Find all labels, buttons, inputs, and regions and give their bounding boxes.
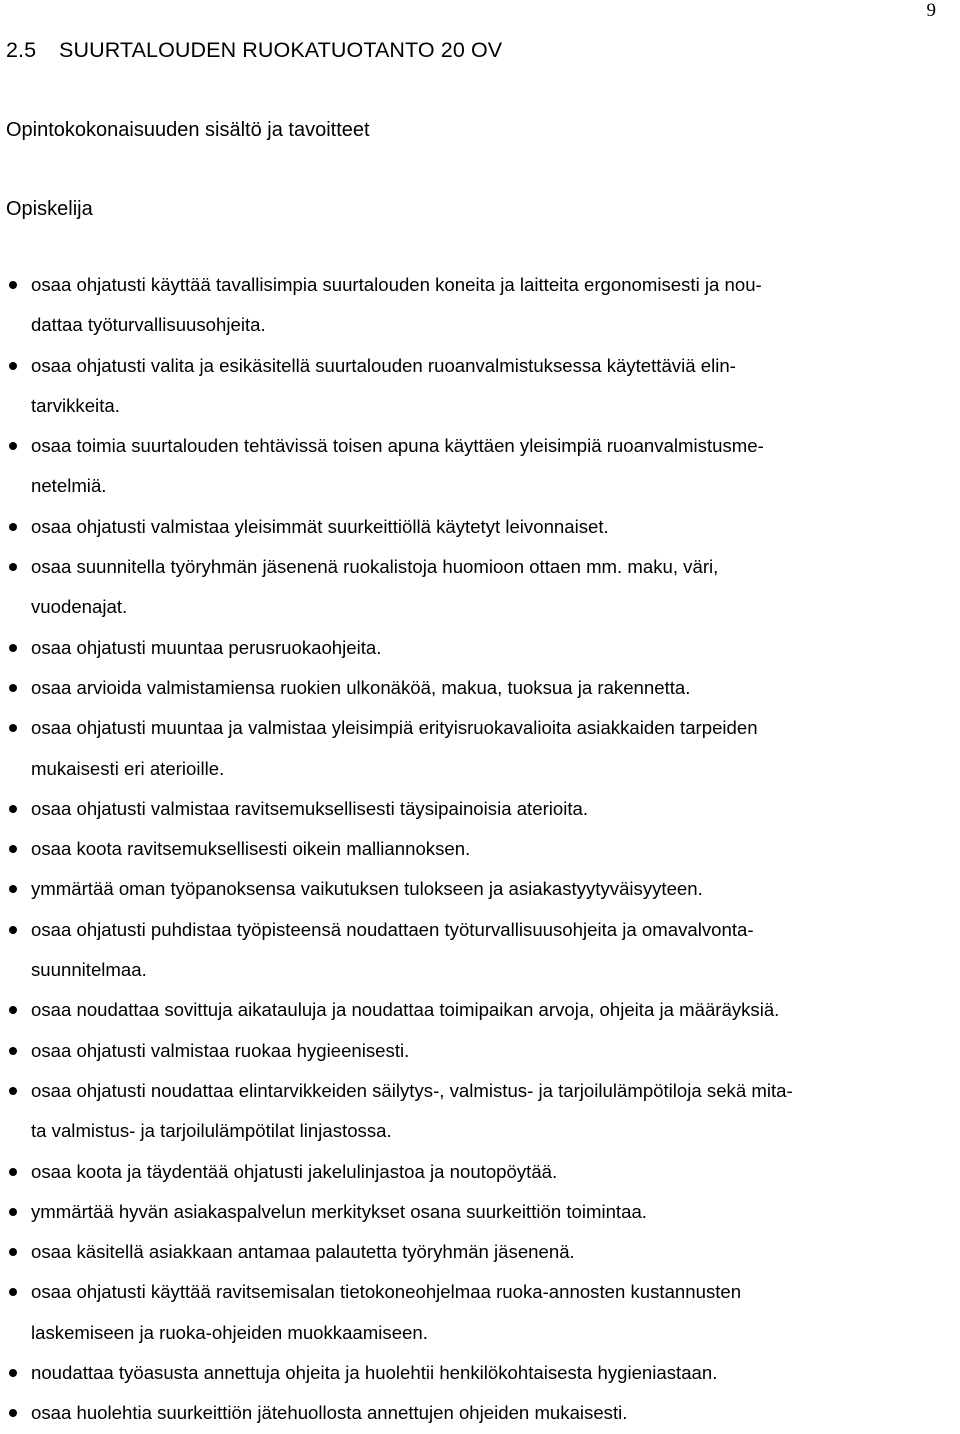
bullet-icon: [9, 1409, 17, 1417]
goal-text-line: osaa ohjatusti käyttää tavallisimpia suurtalouden koneita ja laitteita ergonomisesti ja nou-: [31, 274, 762, 295]
goal-text-line: suunnitelmaa.: [31, 959, 147, 981]
goal-text-line: osaa ohjatusti valmistaa ravitsemuksellisesti täysipainoisia aterioita.: [31, 797, 589, 819]
goal-text-line: osaa ohjatusti valita ja esikäsitellä suurtalouden ruoanvalmistuksessa käytettäviä elin-: [31, 354, 736, 376]
goals-list: [0, 265, 960, 1434]
goal-text-line: dattaa työturvallisuusohjeita.: [31, 314, 266, 336]
page-number: 9: [926, 0, 936, 21]
goal-item: [0, 265, 960, 346]
bullet-icon: [9, 1208, 17, 1216]
goal-text-line: osaa ohjatusti käyttää ravitsemisalan tietokoneohjelmaa ruoka-annosten kustannusten: [31, 1281, 742, 1303]
student-label: Opiskelija: [6, 198, 93, 220]
goal-item: [0, 668, 960, 708]
goal-text-line: ymmärtää hyvän asiakaspalvelun merkitykset osana suurkeittiön toimintaa.: [31, 1200, 647, 1222]
goal-text-line: osaa huolehtia suurkeittiön jätehuollosta annettujen ohjeiden mukaisesti.: [31, 1402, 628, 1424]
goal-text-line: osaa ohjatusti valmistaa yleisimmät suurkeittiöllä käytetyt leivonnaiset.: [31, 515, 609, 537]
bullet-icon: [9, 805, 17, 813]
goal-item: [0, 829, 960, 869]
goal-item: [0, 1272, 960, 1353]
goal-text-line: tarvikkeita.: [31, 394, 120, 416]
goal-text-line: osaa ohjatusti muuntaa perusruokaohjeita.: [31, 636, 382, 658]
goal-text-line: osaa käsitellä asiakkaan antamaa palautetta työryhmän jäsenenä.: [31, 1241, 575, 1263]
goal-item: [0, 1353, 960, 1393]
bullet-icon: [9, 1248, 17, 1256]
bullet-icon: [9, 885, 17, 893]
goal-text-line: osaa ohjatusti puhdistaa työpisteensä noudattaen työturvallisuusohjeita ja omavalvonta-: [31, 918, 754, 940]
bullet-icon: [9, 1087, 17, 1095]
goal-item: [0, 547, 960, 628]
goal-item: [0, 910, 960, 991]
goal-text-line: osaa toimia suurtalouden tehtävissä toisen apuna käyttäen yleisimpiä ruoanvalmistusme-: [31, 435, 764, 457]
goal-item: [0, 507, 960, 547]
bullet-icon: [9, 563, 17, 571]
goal-text-line: osaa ohjatusti muuntaa ja valmistaa yleisimpiä erityisruokavalioita asiakkaiden tarpeiden: [31, 717, 758, 739]
bullet-icon: [9, 281, 17, 289]
section-heading: [6, 37, 502, 63]
goal-text-line: osaa koota ravitsemuksellisesti oikein malliannoksen.: [31, 838, 471, 860]
goal-text-line: osaa noudattaa sovittuja aikatauluja ja noudattaa toimipaikan arvoja, ohjeita ja määräyksiä.: [31, 999, 780, 1021]
bullet-icon: [9, 644, 17, 652]
section-number: 2.5: [6, 38, 37, 62]
bullet-icon: [9, 845, 17, 853]
goal-text-line: netelmiä.: [31, 475, 107, 497]
goal-text-line: vuodenajat.: [31, 596, 128, 618]
goal-text-line: osaa ohjatusti noudattaa elintarvikkeiden säilytys-, valmistus- ja tarjoilulämpötiloja sekä mita-: [31, 1079, 793, 1101]
goal-item: [0, 869, 960, 909]
goal-text-line: laskemiseen ja ruoka-ohjeiden muokkaamiseen.: [31, 1321, 428, 1343]
bullet-icon: [9, 1168, 17, 1176]
bullet-icon: [9, 442, 17, 450]
subheading: Opintokokonaisuuden sisältö ja tavoitteet: [6, 119, 370, 141]
bullet-icon: [9, 1006, 17, 1014]
bullet-icon: [9, 724, 17, 732]
bullet-icon: [9, 1369, 17, 1377]
goal-item: [0, 1152, 960, 1192]
goal-item: [0, 1192, 960, 1232]
bullet-icon: [9, 362, 17, 370]
bullet-icon: [9, 523, 17, 531]
goal-item: [0, 1071, 960, 1152]
goal-text-line: osaa ohjatusti valmistaa ruokaa hygieenisesti.: [31, 1039, 410, 1061]
bullet-icon: [9, 684, 17, 692]
goal-text-line: mukaisesti eri aterioille.: [31, 757, 225, 779]
goal-item: [0, 1232, 960, 1272]
goal-item: [0, 789, 960, 829]
goal-item: [0, 346, 960, 427]
goal-text-line: noudattaa työasusta annettuja ohjeita ja huolehtii henkilökohtaisesta hygieniastaan.: [31, 1362, 718, 1384]
bullet-icon: [9, 1047, 17, 1055]
goal-text-line: ymmärtää oman työpanoksensa vaikutuksen tulokseen ja asiakastyytyväisyyteen.: [31, 878, 703, 900]
goal-text-line: osaa koota ja täydentää ohjatusti jakelulinjastoa ja noutopöytää.: [31, 1160, 558, 1182]
section-title: SUURTALOUDEN RUOKATUOTANTO 20 OV: [59, 38, 503, 62]
bullet-icon: [9, 926, 17, 934]
bullet-icon: [9, 1288, 17, 1296]
goal-item: [0, 708, 960, 789]
goal-item: [0, 628, 960, 668]
goal-item: [0, 990, 960, 1030]
goal-item: [0, 1031, 960, 1071]
goal-item: [0, 1393, 960, 1433]
goal-text-line: ta valmistus- ja tarjoilulämpötilat linjastossa.: [31, 1120, 392, 1142]
goal-text-line: osaa arvioida valmistamiensa ruokien ulkonäköä, makua, tuoksua ja rakennetta.: [31, 676, 691, 698]
goal-text-line: osaa suunnitella työryhmän jäsenenä ruokalistoja huomioon ottaen mm. maku, väri,: [31, 556, 719, 578]
goal-item: [0, 426, 960, 507]
